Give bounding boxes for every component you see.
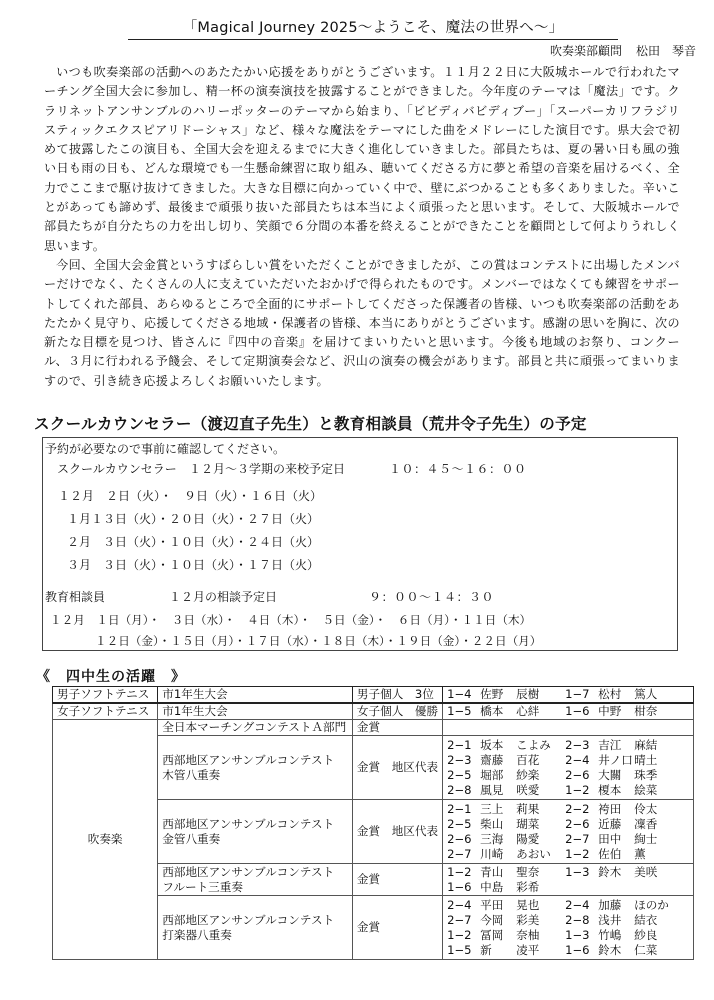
- member-given: 晃也: [516, 897, 540, 912]
- member: [447, 880, 565, 895]
- member: [565, 832, 683, 847]
- member: [447, 768, 565, 783]
- member-class: 1−2: [565, 846, 590, 861]
- counselor-dates: ３月 ３日（火）・１０日（火）・１７日（火）: [67, 558, 320, 572]
- members-cell: [443, 800, 694, 864]
- member-surname: 青山: [480, 864, 504, 879]
- newsletter-title: 「Magical Journey 2025～ようこそ、魔法の世界へ～」: [128, 18, 618, 40]
- member: [565, 753, 683, 768]
- event-cell: 全日本マーチングコンテストＡ部門: [158, 720, 353, 736]
- member-class: 2−1: [447, 737, 472, 752]
- member-given: 辰樹: [516, 687, 540, 701]
- member: [447, 753, 565, 768]
- member-surname: 柴山: [480, 816, 504, 831]
- event-cell: [158, 896, 353, 960]
- member-given: 薫: [634, 846, 646, 861]
- member-given: 凌平: [516, 942, 540, 957]
- member: [447, 704, 565, 719]
- member: [565, 768, 683, 783]
- event-name: 西部地区アンサンブルコンテスト: [162, 816, 335, 831]
- member-row: [447, 753, 689, 768]
- event-category: 打楽器八重奏: [162, 927, 232, 942]
- member-surname: 佐伯: [598, 846, 622, 861]
- member-surname: 風見: [480, 782, 504, 797]
- event-category: 木管八重奏: [162, 767, 221, 782]
- member-list: [447, 687, 689, 702]
- counselor-time: １０：４５～１６：００: [389, 462, 527, 476]
- member: [565, 783, 683, 798]
- member-given: 絵菜: [634, 782, 658, 797]
- member: [565, 802, 683, 817]
- member-surname: 鈴木: [598, 864, 622, 879]
- club-cell: 女子ソフトテニス: [53, 703, 158, 720]
- club-cell: 男子ソフトテニス: [53, 687, 158, 704]
- member-class: 1−5: [447, 942, 472, 957]
- member-given: 心絆: [516, 704, 540, 718]
- member-row: [447, 738, 689, 753]
- member: [565, 913, 683, 928]
- member-given: 聖奈: [516, 864, 540, 879]
- member-class: 1−6: [447, 879, 472, 894]
- member: [447, 943, 565, 958]
- member-class: 2−6: [565, 816, 590, 831]
- member-given: 莉果: [516, 801, 540, 816]
- member-class: 2−4: [565, 752, 590, 767]
- advisor-dates: １２月 １日（月）・ ３日（水）・ ４日（木）・ ５日（金）・ ６日（月）・１１日（木）: [50, 613, 532, 627]
- member-given: 紗良: [634, 927, 658, 942]
- member: [447, 913, 565, 928]
- member-row: [447, 687, 689, 702]
- member-surname: 中野: [598, 704, 622, 718]
- member-class: 2−5: [447, 816, 472, 831]
- member-list: [447, 898, 689, 958]
- member-row: [447, 880, 689, 895]
- activities-table: [52, 686, 694, 960]
- member-class: 1−5: [447, 704, 472, 718]
- member-surname: 井ノ口: [598, 752, 633, 767]
- member-row: [447, 865, 689, 880]
- member-given: 凜香: [634, 816, 658, 831]
- result-cell: 金賞: [352, 720, 442, 736]
- member-surname: 新: [480, 942, 492, 957]
- member-given: 麻結: [634, 737, 658, 752]
- member-row: [447, 802, 689, 817]
- result-cell: 金賞: [352, 896, 442, 960]
- member-surname: 榎本: [598, 782, 622, 797]
- member-class: 2−4: [565, 897, 590, 912]
- member-given: 咲愛: [516, 782, 540, 797]
- member-row: [447, 704, 689, 719]
- advisor-dates: １２日（金）・１５日（月）・１７日（水）・１８日（木）・１９日（金）・２２日（月）: [95, 634, 542, 648]
- member: [447, 802, 565, 817]
- event-name: 西部地区アンサンブルコンテスト: [162, 912, 335, 927]
- member-class: 2−7: [565, 831, 590, 846]
- member-list: [447, 865, 689, 895]
- member-surname: 大關: [598, 767, 622, 782]
- schedule-heading: スクールカウンセラー（渡辺直子先生）と教育相談員（荒井令子先生）の予定: [34, 415, 587, 433]
- schedule-box: [42, 437, 678, 651]
- event-cell: [158, 864, 353, 896]
- member-class: 1−3: [565, 864, 590, 879]
- member-row: [447, 783, 689, 798]
- member-surname: 鈴木: [598, 942, 622, 957]
- member-surname: 橋本: [480, 704, 504, 718]
- counselor-dates: ２月 ３日（火）・１０日（火）・２４日（火）: [67, 535, 320, 549]
- member-class: 1−7: [565, 687, 590, 701]
- counselor-dates: １月１３日（火）・２０日（火）・２７日（火）: [67, 512, 320, 526]
- member-class: 2−6: [565, 767, 590, 782]
- member-given: 陽愛: [516, 831, 540, 846]
- member-class: 2−8: [447, 782, 472, 797]
- member-given: 柑奈: [634, 704, 658, 718]
- member: [447, 687, 565, 702]
- result-cell: 金賞: [352, 864, 442, 896]
- member-class: 2−6: [447, 831, 472, 846]
- author-line: [550, 43, 696, 59]
- member-given: 絢士: [634, 831, 658, 846]
- members-cell: [443, 703, 694, 720]
- member-given: 美咲: [634, 864, 658, 879]
- schedule-note: 予約が必要なので事前に確認してください。: [45, 442, 286, 456]
- member-surname: 堀部: [480, 767, 504, 782]
- member: [447, 738, 565, 753]
- result-cell: 女子個人 優勝: [352, 703, 442, 720]
- member-class: 2−7: [447, 912, 472, 927]
- member-class: 2−3: [447, 752, 472, 767]
- event-name: 西部地区アンサンブルコンテスト: [162, 752, 335, 767]
- member: [447, 783, 565, 798]
- member-row: [447, 943, 689, 958]
- member-given: 彩希: [516, 879, 540, 894]
- member-given: あおい: [516, 846, 551, 861]
- member-class: 1−6: [565, 942, 590, 957]
- article-paragraph: いつも吹奏楽部の活動へのあたたかい応援をありがとうございます。１１月２２日に大阪城ホールで行われたマーチング全国大会に参加し、精一杯の演奏演技を披露することができました。今年度のテーマは「魔法」です。クラリネットアンサンブルのハリーポッターのテーマから始まり、「ビビディバビディブー」「スーパーカリフラジリスティックエクスピアリドーシャス」など、様々な魔法をテーマにした曲をメドレーにした演目です。県大会で初めて披露したこの演目も、全国大会を迎えるまでに大きく進化していきました。部員たちは、夏の暑い日も風の強い日も雨の日も、どんな環境でも一生懸命練習に取り組み、聴いてくださる方に夢と希望の音楽を届けるべく、全力でここまで駆け抜けてきました。大きな目標に向かっていく中で、壁にぶつかることも多くありました。辛いことがあっても諦めず、最後まで頑張り抜いた部員たちは本当によく頑張ったと思います。そして、大阪城ホールで部員たちが自分たちの力を出し切り、笑顔で６分間の本番を終えることができたことを顧問として何よりうれしく思います。: [44, 65, 680, 253]
- member-class: 2−1: [447, 801, 472, 816]
- activities-heading: 《 四中生の活躍 》: [36, 669, 186, 685]
- member: [565, 865, 683, 880]
- member: [447, 817, 565, 832]
- advisor-time: ９：００～１４：３０: [369, 590, 495, 604]
- member-class: 1−2: [447, 927, 472, 942]
- event-name: 西部地区アンサンブルコンテスト: [162, 864, 335, 879]
- member-given: 仁菜: [634, 942, 658, 957]
- member: [447, 898, 565, 913]
- author-name: 松田 琴音: [635, 44, 696, 58]
- member-surname: 吉江: [598, 737, 622, 752]
- member-surname: 田中: [598, 831, 622, 846]
- member-row: [447, 768, 689, 783]
- advisor-period: １２月の相談予定日: [169, 590, 278, 604]
- member: [565, 943, 683, 958]
- member-surname: 松村: [598, 687, 622, 701]
- advisor-label: 教育相談員: [45, 590, 106, 604]
- article-paragraph: 今回、全国大会金賞というすばらしい賞をいただくことができましたが、この賞はコンテストに出場したメンバーだけでなく、たくさんの人に支えていただいたおかげで得られたものです。メンバーではなくても練習をサポートしてくれた部員、あらゆるところで全面的にサポートしてくださった保護者の皆様、いつも吹奏楽部の活動をあたたかく見守り、応援してくださる地域・保護者の皆様、本当にありがとうございます。感謝の思いを胸に、次の新たな目標を見つけ、皆さんに『四中の音楽』を届けてまいりたいと思います。今後も地域のお祭り、コンクール、３月に行われる予餞会、そして定期演奏会など、沢山の演奏の機会があります。部員と共に頑張ってまいりますので、引き続き応援よろしくお願いいたします。: [44, 257, 680, 388]
- members-cell: [443, 687, 694, 704]
- member: [565, 738, 683, 753]
- member-surname: 三上: [480, 801, 504, 816]
- member-class: 2−5: [447, 767, 472, 782]
- member-class: 2−7: [447, 846, 472, 861]
- member-class: 2−2: [565, 801, 590, 816]
- table-row: [53, 720, 694, 736]
- member-class: 1−3: [565, 927, 590, 942]
- members-cell: [443, 864, 694, 896]
- article-body: [44, 63, 680, 391]
- club-cell: 吹奏楽: [53, 720, 158, 960]
- member-row: [447, 817, 689, 832]
- member: [447, 847, 565, 862]
- member-surname: 三海: [480, 831, 504, 846]
- member-class: 1−2: [565, 782, 590, 797]
- member-surname: 齋藤: [480, 752, 504, 767]
- member-surname: 川崎: [480, 846, 504, 861]
- member: [565, 687, 683, 702]
- member-surname: 竹嶋: [598, 927, 622, 942]
- member-surname: 平田: [480, 897, 504, 912]
- event-category: フルート三重奏: [162, 879, 243, 894]
- member-class: 2−8: [565, 912, 590, 927]
- member-class: 1−4: [447, 687, 472, 701]
- member-surname: 今岡: [480, 912, 504, 927]
- members-cell: [443, 720, 694, 736]
- member-given: 結衣: [634, 912, 658, 927]
- counselor-period: １２月～３学期の来校予定日: [189, 462, 346, 476]
- member-surname: 坂本: [480, 737, 504, 752]
- member-given: 晴土: [634, 752, 658, 767]
- member-given: 伶太: [634, 801, 658, 816]
- member-row: [447, 832, 689, 847]
- member-given: 紗楽: [516, 767, 540, 782]
- member-class: 1−2: [447, 864, 472, 879]
- member-given: 奈柚: [516, 927, 540, 942]
- event-cell: 市1年生大会: [158, 703, 353, 720]
- members-cell: [443, 736, 694, 800]
- event-cell: [158, 800, 353, 864]
- member: [447, 832, 565, 847]
- member: [565, 847, 683, 862]
- member-given: こよみ: [516, 737, 551, 752]
- member-list: [447, 704, 689, 719]
- member-surname: 袴田: [598, 801, 622, 816]
- member-row: [447, 847, 689, 862]
- result-cell: 男子個人 3位: [352, 687, 442, 704]
- members-cell: [443, 896, 694, 960]
- author-role: 吹奏楽部顧問: [549, 44, 622, 58]
- member-given: 珠季: [634, 767, 658, 782]
- event-cell: 市1年生大会: [158, 687, 353, 704]
- member: [565, 817, 683, 832]
- member-list: [447, 738, 689, 798]
- member-list: [447, 802, 689, 862]
- member-given: 百花: [516, 752, 540, 767]
- member-surname: 近藤: [598, 816, 622, 831]
- member-row: [447, 928, 689, 943]
- member-surname: 佐野: [480, 687, 504, 701]
- member-surname: 加藤: [598, 897, 622, 912]
- member-class: 2−4: [447, 897, 472, 912]
- table-row: [53, 687, 694, 704]
- member-class: 1−6: [565, 704, 590, 718]
- table-row: [53, 703, 694, 720]
- member-given: ほのか: [634, 897, 669, 912]
- member-surname: 浅井: [598, 912, 622, 927]
- result-cell: 金賞 地区代表: [352, 800, 442, 864]
- member-row: [447, 913, 689, 928]
- event-cell: [158, 736, 353, 800]
- member-given: 篤人: [634, 687, 658, 701]
- member: [447, 928, 565, 943]
- event-category: 金管八重奏: [162, 831, 221, 846]
- result-cell: 金賞 地区代表: [352, 736, 442, 800]
- member: [565, 898, 683, 913]
- counselor-dates: １２月 ２日（火）・ ９日（火）・１６日（火）: [58, 489, 323, 503]
- member-row: [447, 898, 689, 913]
- member: [565, 704, 683, 719]
- member: [447, 865, 565, 880]
- member-surname: 中島: [480, 879, 504, 894]
- member-class: 2−3: [565, 737, 590, 752]
- counselor-label: スクールカウンセラー: [57, 462, 177, 476]
- member-given: 瑚菜: [516, 816, 540, 831]
- member: [565, 928, 683, 943]
- member-surname: 冨岡: [480, 927, 504, 942]
- member-given: 彩美: [516, 912, 540, 927]
